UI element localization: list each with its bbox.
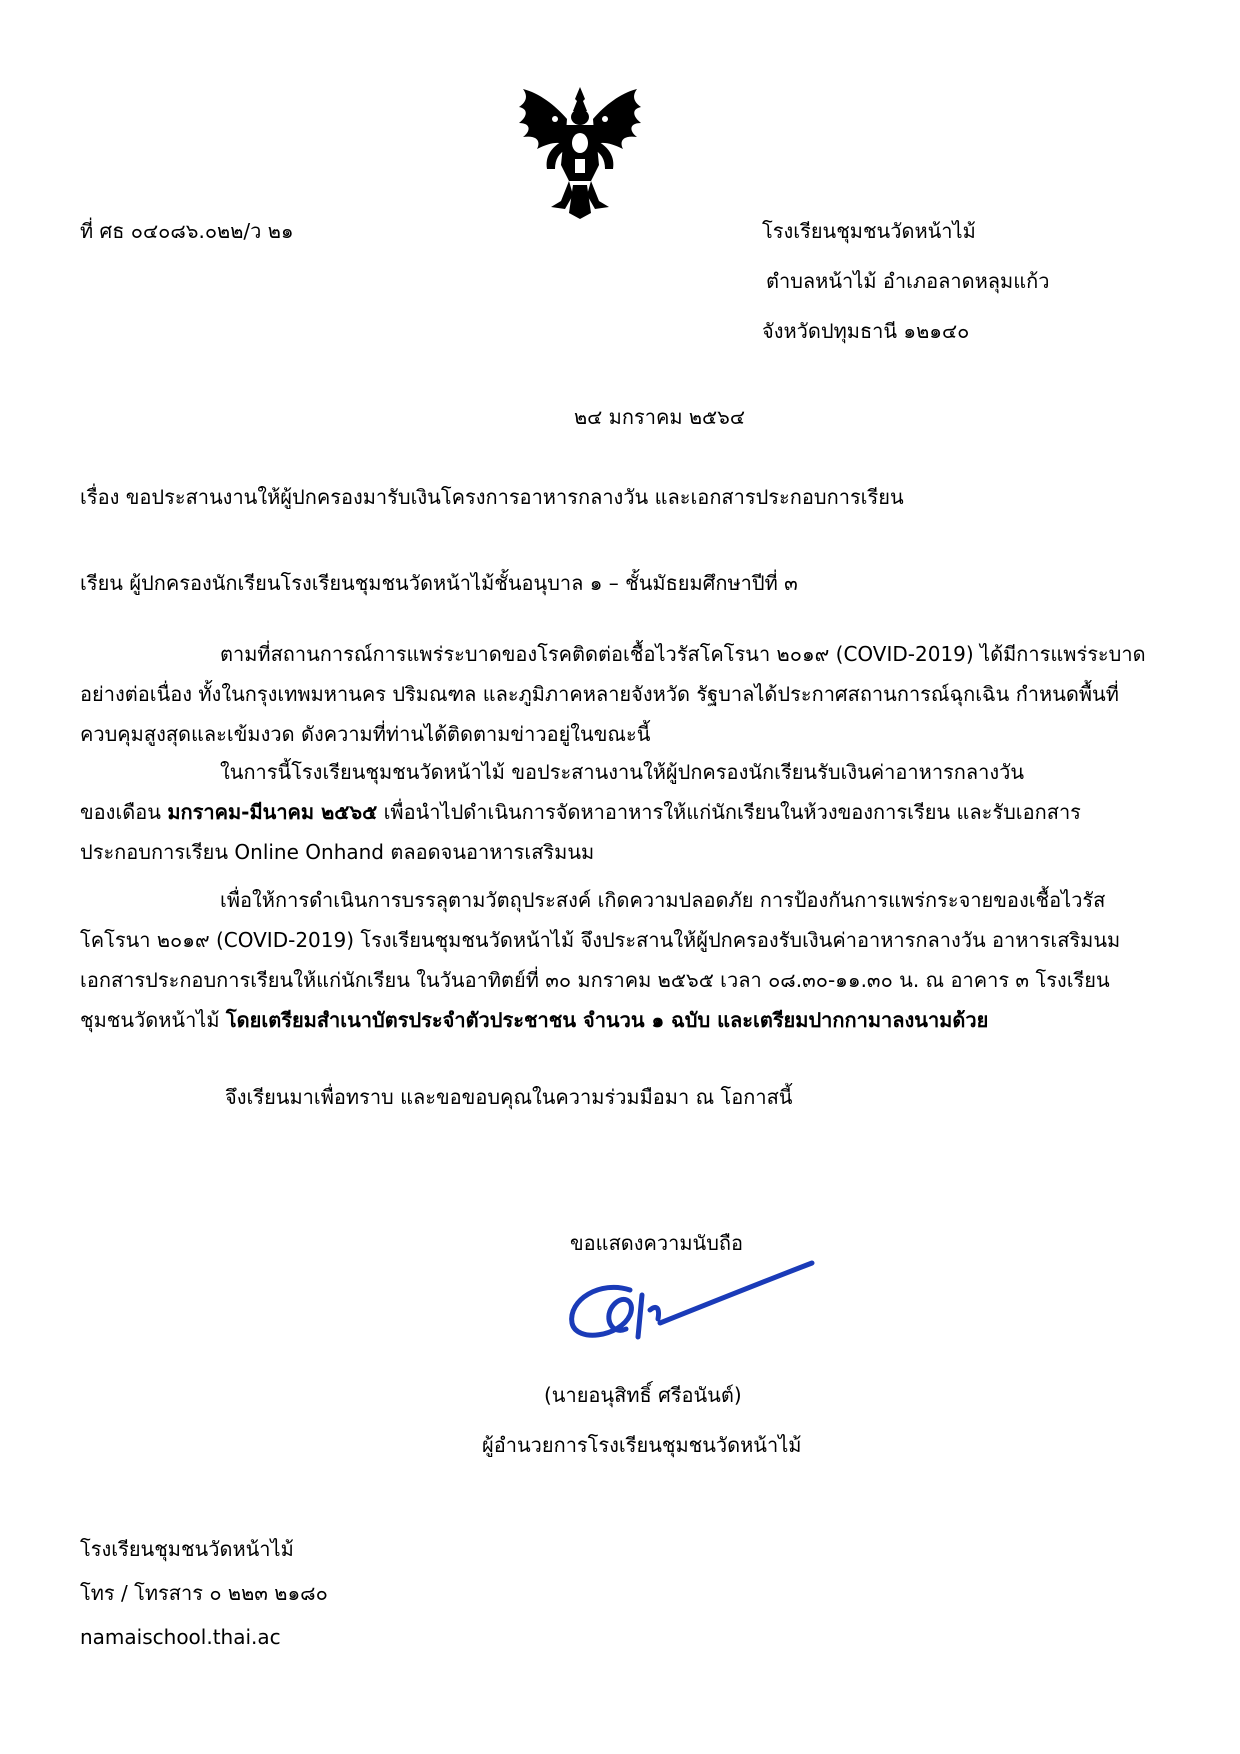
reference-number: ที่ ศธ ๐๔๐๘๖.๐๒๒/ว ๒๑ [80, 219, 294, 243]
paragraph-2-line-2-pre: ของเดือน [80, 800, 168, 824]
paragraph-2 [80, 752, 1170, 872]
closing-paragraph: จึงเรียนมาเพื่อทราบ และขอขอบคุณในความร่วมมือมา ณ โอกาสนี้ [225, 1085, 793, 1109]
paragraph-3-line-2: โคโรนา ๒๐๑๙ (COVID-2019) โรงเรียนชุมชนวัดหน้าไม้ จึงประสานให้ผู้ปกครองรับเงินค่าอาหารกลางวัน อาหารเสริมนม [80, 928, 1121, 952]
signature [560, 1255, 820, 1355]
paragraph-2-bold-months: มกราคม-มีนาคม ๒๕๖๕ [167, 800, 378, 824]
paragraph-1-line-1: ตามที่สถานการณ์การแพร่ระบาดของโรคติดต่อเชื้อไวรัสโคโรนา ๒๐๑๙ (COVID-2019) ได้มีการแพร่ระบาด [220, 642, 1146, 666]
paragraph-2-line-1: ในการนี้โรงเรียนชุมชนวัดหน้าไม้ ขอประสานงานให้ผู้ปกครองนักเรียนรับเงินค่าอาหารกลางวัน [220, 760, 1025, 784]
address-line-3: จังหวัดปทุมธานี ๑๒๑๔๐ [762, 319, 970, 343]
subject-line: เรื่อง ขอประสานงานให้ผู้ปกครองมารับเงินโครงการอาหารกลางวัน และเอกสารประกอบการเรียน [80, 485, 904, 509]
paragraph-3-line-3: เอกสารประกอบการเรียนให้แก่นักเรียน ในวันอาทิตย์ที่ ๓๐ มกราคม ๒๕๖๕ เวลา ๐๘.๓๐-๑๑.๓๐ น. ณ อาคาร ๓ โรงเรียน [80, 968, 1110, 992]
paragraph-1 [80, 634, 1170, 754]
paragraph-2-line-3: ประกอบการเรียน Online Onhand ตลอดจนอาหารเสริมนม [80, 840, 595, 864]
paragraph-3-line-1: เพื่อให้การดำเนินการบรรลุตามวัตถุประสงค์ เกิดความปลอดภัย การป้องกันการแพร่กระจายของเชื้อไวรัส [220, 888, 1106, 912]
paragraph-3-bold-instructions: โดยเตรียมสำเนาบัตรประจำตัวประชาชน จำนวน ๑ ฉบับ และเตรียมปากกามาลงนามด้วย [225, 1008, 989, 1032]
paragraph-2-line-2-post: เพื่อนำไปดำเนินการจัดหาอาหารให้แก่นักเรียนในห้วงของการเรียน และรับเอกสาร [377, 800, 1081, 824]
paragraph-3-line-4 [80, 1000, 1170, 1040]
footer-phone: โทร / โทรสาร ๐ ๒๒๓ ๒๑๘๐ [80, 1581, 328, 1605]
paragraph-3 [80, 880, 1170, 1040]
footer-website[interactable]: namaischool.thai.ac [80, 1625, 281, 1649]
address-line-1: โรงเรียนชุมชนวัดหน้าไม้ [762, 219, 976, 243]
paragraph-1-line-2: อย่างต่อเนื่อง ทั้งในกรุงเทพมหานคร ปริมณฑล และภูมิภาคหลายจังหวัด รัฐบาลได้ประกาศสถานการณ์ฉุกเฉิน กำหนดพื้นที่ [80, 682, 1119, 706]
paragraph-1-line-3: ควบคุมสูงสุดและเข้มงวด ดังความที่ท่านได้ติดตามข่าวอยู่ในขณะนี้ [80, 722, 651, 746]
signer-title: ผู้อำนวยการโรงเรียนชุมชนวัดหน้าไม้ [482, 1433, 802, 1457]
recipient-line: เรียน ผู้ปกครองนักเรียนโรงเรียนชุมชนวัดหน้าไม้ชั้นอนุบาล ๑ – ชั้นมัธยมศึกษาปีที่ ๓ [80, 571, 798, 595]
garuda-emblem [515, 85, 645, 220]
letter-date: ๒๔ มกราคม ๒๕๖๔ [574, 405, 746, 429]
paragraph-2-line-2 [80, 792, 1170, 832]
address-line-2: ตำบลหน้าไม้ อำเภอลาดหลุมแก้ว [766, 269, 1050, 293]
footer-school: โรงเรียนชุมชนวัดหน้าไม้ [80, 1537, 294, 1561]
closing-salutation: ขอแสดงความนับถือ [570, 1231, 744, 1255]
paragraph-3-line-4-pre: ชุมชนวัดหน้าไม้ [80, 1008, 226, 1032]
signer-name: (นายอนุสิทธิ์ ศรีอนันต์) [544, 1383, 742, 1407]
